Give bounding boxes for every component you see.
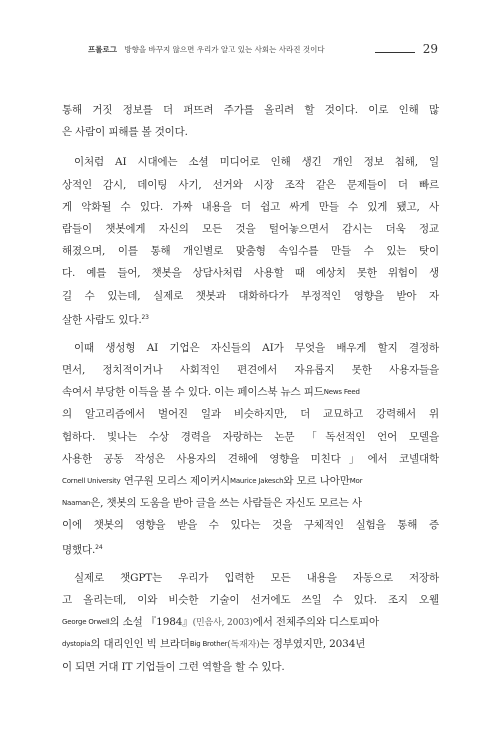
publisher-note: (민음사, 2003) [192,618,253,629]
text-line: 은 사람이 피해를 볼 것이다. [62,126,188,139]
running-header [88,44,438,58]
text-line: 게 악화될 수 있다. 가짜 내용을 더 쉽고 싸게 만들 수 있게 됐고, 사 [62,200,439,213]
text-line: 이때 생성형 AI 기업은 자신들의 AI가 무엇을 배우게 할지 결정하 [74,341,439,354]
text-line: 실제로 챗GPT는 우리가 입력한 모든 내용을 자동으로 저장하 [74,571,439,584]
body-text [62,99,439,678]
english-term: Big Brother [189,640,228,649]
text-line: 사용한 공동 작성은 사용자의 견해에 영향을 미친다」에서 코넬대학 [62,452,439,465]
text-line: 다. 예를 들어, 챗봇을 상담사처럼 사용할 때 예상치 못한 위험이 생 [62,267,439,280]
text-line: dystopia의 대리인인 빅 브라더Big Brother(독재자)는 정부였지만, 2034년 [62,638,366,651]
text-line: 살한 사람도 있다.$^{23}$ [62,313,149,326]
page-number: 29 [422,42,438,56]
text-line: 고 올리는데, 이와 비슷한 기술이 선거에도 쓰일 수 있다. 조지 오웰 [62,593,439,606]
text-line: 속여서 부당한 이득을 볼 수 있다. 이는 페이스북 뉴스 피드News Feed [62,386,360,399]
text-line: 명했다.$^{24}$ [62,543,103,556]
text-line: George Orwell의 소설 『1984』(민음사, 2003)에서 전체주의와 디스토피아 [62,616,380,629]
english-term: Naaman [62,499,91,508]
footnote-ref[interactable]: 23 [141,313,149,321]
text-line: 통해 거짓 정보를 더 퍼뜨려 주가를 올리려 할 것이다. 이로 인해 많 [62,104,439,116]
english-term: Cornell University [62,477,121,485]
chapter-subtitle: 방향을 바꾸지 않으면 우리가 알고 있는 사회는 사라진 것이다 [124,45,325,54]
text-line: 길 수 있는데, 실제로 챗봇과 대화하다가 부정적인 영향을 받아 자 [62,289,439,302]
english-term: George Orwell [62,618,110,627]
text-line: Naaman은, 챗봇의 도움을 받아 글을 쓰는 사람들은 자신도 모르는 사 [62,497,362,510]
publisher-note: (독재자) [227,640,260,651]
text-line: 람들이 챗봇에게 자신의 모든 것을 털어놓으면서 감시는 더욱 정교 [62,222,439,235]
header-rule [375,52,415,53]
text-line: 이에 챗봇의 영향을 받을 수 있다는 것을 구체적인 실험을 통해 증 [62,519,439,532]
text-line: 해졌으며, 이를 통해 개인별로 맞춤형 속임수를 만들 수 있는 탓이 [62,245,439,258]
footnote-ref[interactable]: 24 [95,543,103,551]
text-line: Cornell University 연구원 모리스 제이커시Maurice Jakesch와 모르 나아만Mor [62,475,363,487]
chapter-label: 프롤로그 [88,45,117,54]
text-line: 이 되면 거대 IT 기업들이 그런 역할을 할 수 있다. [62,660,285,673]
english-term: Maurice Jakesch [230,477,284,485]
text-line: 의 알고리즘에서 벌어진 일과 비슷하지만, 더 교묘하고 강력해서 위 [62,408,439,421]
text-line: 상적인 감시, 데이팅 사기, 선거와 시장 조작 같은 문제들이 더 빠르 [62,178,439,191]
text-line: 이처럼 AI 시대에는 소셜 미디어로 인해 생긴 개인 정보 침해, 일 [74,156,439,169]
english-term: Mor [349,477,363,485]
english-term: dystopia [62,640,91,649]
text-line: 험하다. 빛나는 수상 경력을 자랑하는 논문 「독선적인 언어 모델을 [62,430,439,443]
text-line: 면서, 정치적이거나 사회적인 편견에서 자유롭지 못한 사용자들을 [62,364,439,377]
english-term: News Feed [323,388,360,397]
